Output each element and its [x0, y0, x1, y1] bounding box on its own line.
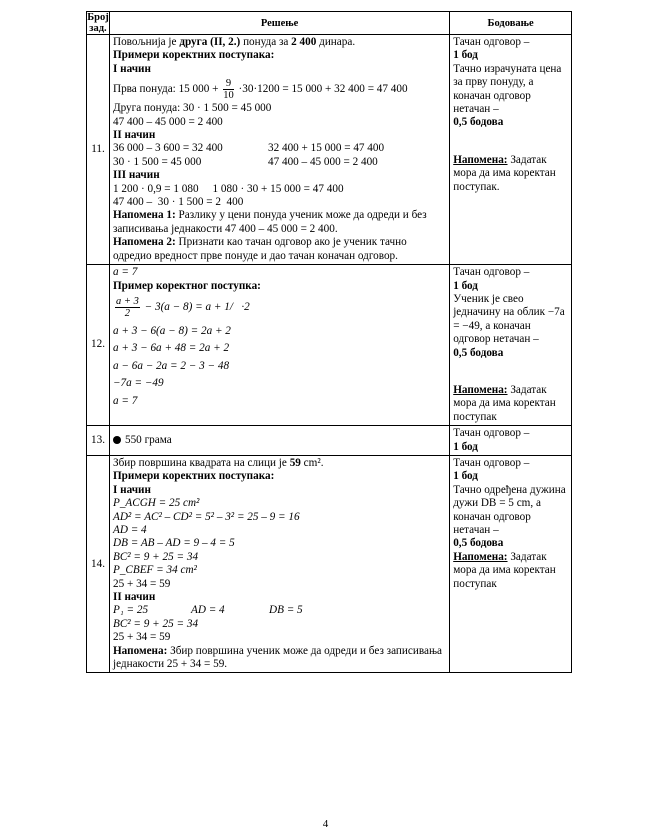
math-line	[113, 604, 446, 617]
note-text: Признати као тачан одговор ако је ученик тачно одредио вредност прве понуде и дао тачан коначан одговор.	[112, 236, 407, 262]
scoring-text: Ученик је свео једначину на облик −7a = −49, а коначан одговор нетачан –	[453, 292, 565, 346]
note-label: Напомена:	[112, 644, 168, 657]
text: DB = 5	[268, 604, 303, 617]
note	[453, 551, 568, 591]
points: 1 бод	[453, 470, 478, 483]
denominator: 2	[124, 307, 131, 319]
fraction	[223, 78, 234, 101]
scoring-text: Тачно израчуната цена за прву понуду, а коначан одговор нетачан –	[453, 62, 562, 116]
math-line: a − 6a − 2a = 2 − 3 − 48	[112, 359, 230, 372]
math-line: BC² = 9 + 25 = 34	[112, 617, 199, 630]
examples-heading: Примери коректних поступака:	[112, 49, 275, 62]
method-heading: I начин	[112, 62, 151, 75]
answer-line	[113, 36, 446, 49]
task-number: 14.	[87, 455, 110, 673]
method-heading: II начин	[112, 591, 156, 604]
note	[113, 236, 446, 263]
note	[113, 645, 446, 672]
text: AD = 4	[190, 604, 225, 617]
note	[453, 154, 568, 194]
task-number: 12.	[87, 265, 110, 426]
note-label: Напомена 1:	[112, 209, 176, 222]
math-line: DB = AB – AD = 9 – 4 = 5	[112, 537, 235, 550]
math-line: BC² = 9 + 25 = 34	[112, 550, 199, 563]
method-heading: II начин	[112, 129, 156, 142]
text: 2 400	[291, 36, 317, 48]
math-line	[113, 76, 446, 102]
method-heading: III начин	[112, 169, 160, 182]
denominator: 10	[223, 90, 234, 102]
solution-cell	[109, 265, 449, 426]
text: − 3(a − 8) = a + 1/ ·2	[141, 300, 250, 313]
note	[453, 384, 568, 424]
math-line: AD² = AC² – CD² = 5² – 3² = 25 – 9 = 16	[112, 510, 300, 523]
method-heading: I начин	[112, 483, 151, 496]
text: 36 000 – 3 600 = 32 400	[112, 142, 223, 155]
note-label: Напомена:	[453, 550, 508, 563]
text: 550 грама	[124, 433, 172, 446]
note-label: Напомена:	[453, 153, 508, 166]
math-line: 25 + 34 = 59	[112, 577, 171, 590]
numerator: a + 3	[115, 295, 139, 307]
header-solution: Решење	[109, 12, 449, 35]
text: понуда за	[240, 36, 292, 48]
points: 1 бод	[453, 440, 478, 453]
text: cm².	[300, 456, 324, 469]
points: 1 бод	[453, 49, 478, 62]
note-text: Задатак мора да има коректан поступак	[453, 383, 556, 423]
text: 59	[289, 456, 301, 469]
math-line: a + 3 − 6a + 48 = 2a + 2	[112, 342, 230, 355]
numerator: 9	[223, 78, 234, 90]
scoring-cell	[450, 35, 572, 265]
note-text: Разлику у цени понуда ученик може да одреди и без записивања једнакости 47 400 – 45 000 = 2 400.	[112, 209, 427, 235]
math-line: −7a = −49	[112, 377, 164, 390]
math-line	[113, 142, 446, 155]
answer-line	[113, 457, 446, 470]
text: друга (II, 2.)	[179, 36, 241, 48]
scoring-text: Тачан одговор –	[453, 427, 530, 440]
examples-heading: Примери коректних поступака:	[112, 470, 275, 483]
header-scoring: Бодовање	[450, 12, 572, 35]
solution-cell	[109, 35, 449, 265]
table-row	[87, 455, 572, 673]
page-number: 4	[322, 818, 329, 830]
math-line	[113, 293, 446, 321]
points: 0,5 бодова	[453, 346, 504, 359]
text: динара.	[316, 36, 356, 48]
text: 32 400 + 15 000 = 47 400	[267, 142, 385, 155]
math-line: P_CBEF = 34 cm²	[112, 564, 197, 577]
math-line	[113, 156, 446, 169]
text: Повољнија је	[112, 36, 180, 48]
table-row	[87, 35, 572, 265]
answer-line: a = 7	[112, 266, 138, 279]
scoring-table	[86, 11, 572, 673]
note-text: Задатак мора да има коректан поступак.	[453, 153, 556, 193]
text: P₁ = 25	[112, 604, 149, 617]
table-header-row	[87, 12, 572, 35]
math-line: 47 400 – 30 · 1 500 = 2 400	[112, 196, 244, 209]
table-row	[87, 426, 572, 456]
math-line: Друга понуда: 30 · 1 500 = 45 000	[112, 102, 272, 115]
math-line: 1 200 · 0,9 = 1 080 1 080 · 30 + 15 000 = 47 400	[112, 182, 344, 195]
math-line: a = 7	[112, 394, 138, 407]
note-text: Збир површина ученик може да одреди и без записивања једнакости 25 + 34 = 59.	[112, 644, 442, 671]
text: 30 · 1 500 = 45 000	[112, 155, 202, 168]
scoring-text: Тачан одговор –	[453, 456, 530, 469]
task-number: 13.	[87, 426, 110, 456]
text: Збир површина квадрата на слици је	[112, 456, 290, 469]
points: 0,5 бодова	[453, 116, 504, 129]
math-line: 47 400 – 45 000 = 2 400	[112, 115, 223, 128]
scoring-cell	[450, 265, 572, 426]
bullet-icon	[113, 436, 121, 444]
answer-line	[113, 434, 446, 447]
solution-cell	[109, 455, 449, 673]
scoring-cell	[450, 455, 572, 673]
math-line: a + 3 − 6(a − 8) = 2a + 2	[112, 324, 231, 337]
math-line: P_ACGH = 25 cm²	[112, 497, 200, 510]
scoring-cell	[450, 426, 572, 456]
scoring-text: Тачно одређена дужина дужи DB = 5 cm, а коначан одговор нетачан –	[453, 483, 566, 536]
note-text: Задатак мора да има коректан поступак	[453, 550, 556, 590]
math-line: AD = 4	[112, 524, 147, 536]
note-label: Напомена 2:	[112, 236, 176, 249]
note-label: Напомена:	[453, 383, 508, 396]
spacer	[453, 360, 568, 384]
fraction	[115, 296, 140, 319]
points: 0,5 бодова	[453, 537, 504, 550]
text: 47 400 – 45 000 = 2 400	[267, 155, 378, 168]
text: ·30·1200 = 15 000 + 32 400 = 47 400	[235, 83, 408, 96]
scoring-text: Тачан одговор –	[453, 36, 530, 48]
text: Прва понуда: 15 000 +	[112, 83, 222, 96]
solution-cell	[109, 426, 449, 456]
header-task-number: Број зад.	[87, 12, 109, 34]
math-line: 25 + 34 = 59	[112, 631, 171, 644]
scoring-text: Тачан одговор –	[453, 266, 530, 279]
points: 1 бод	[453, 279, 478, 292]
spacer	[453, 130, 568, 154]
note	[113, 209, 446, 236]
table-row	[87, 265, 572, 426]
examples-heading: Пример коректног поступка:	[112, 279, 261, 292]
task-number: 11.	[87, 35, 110, 265]
